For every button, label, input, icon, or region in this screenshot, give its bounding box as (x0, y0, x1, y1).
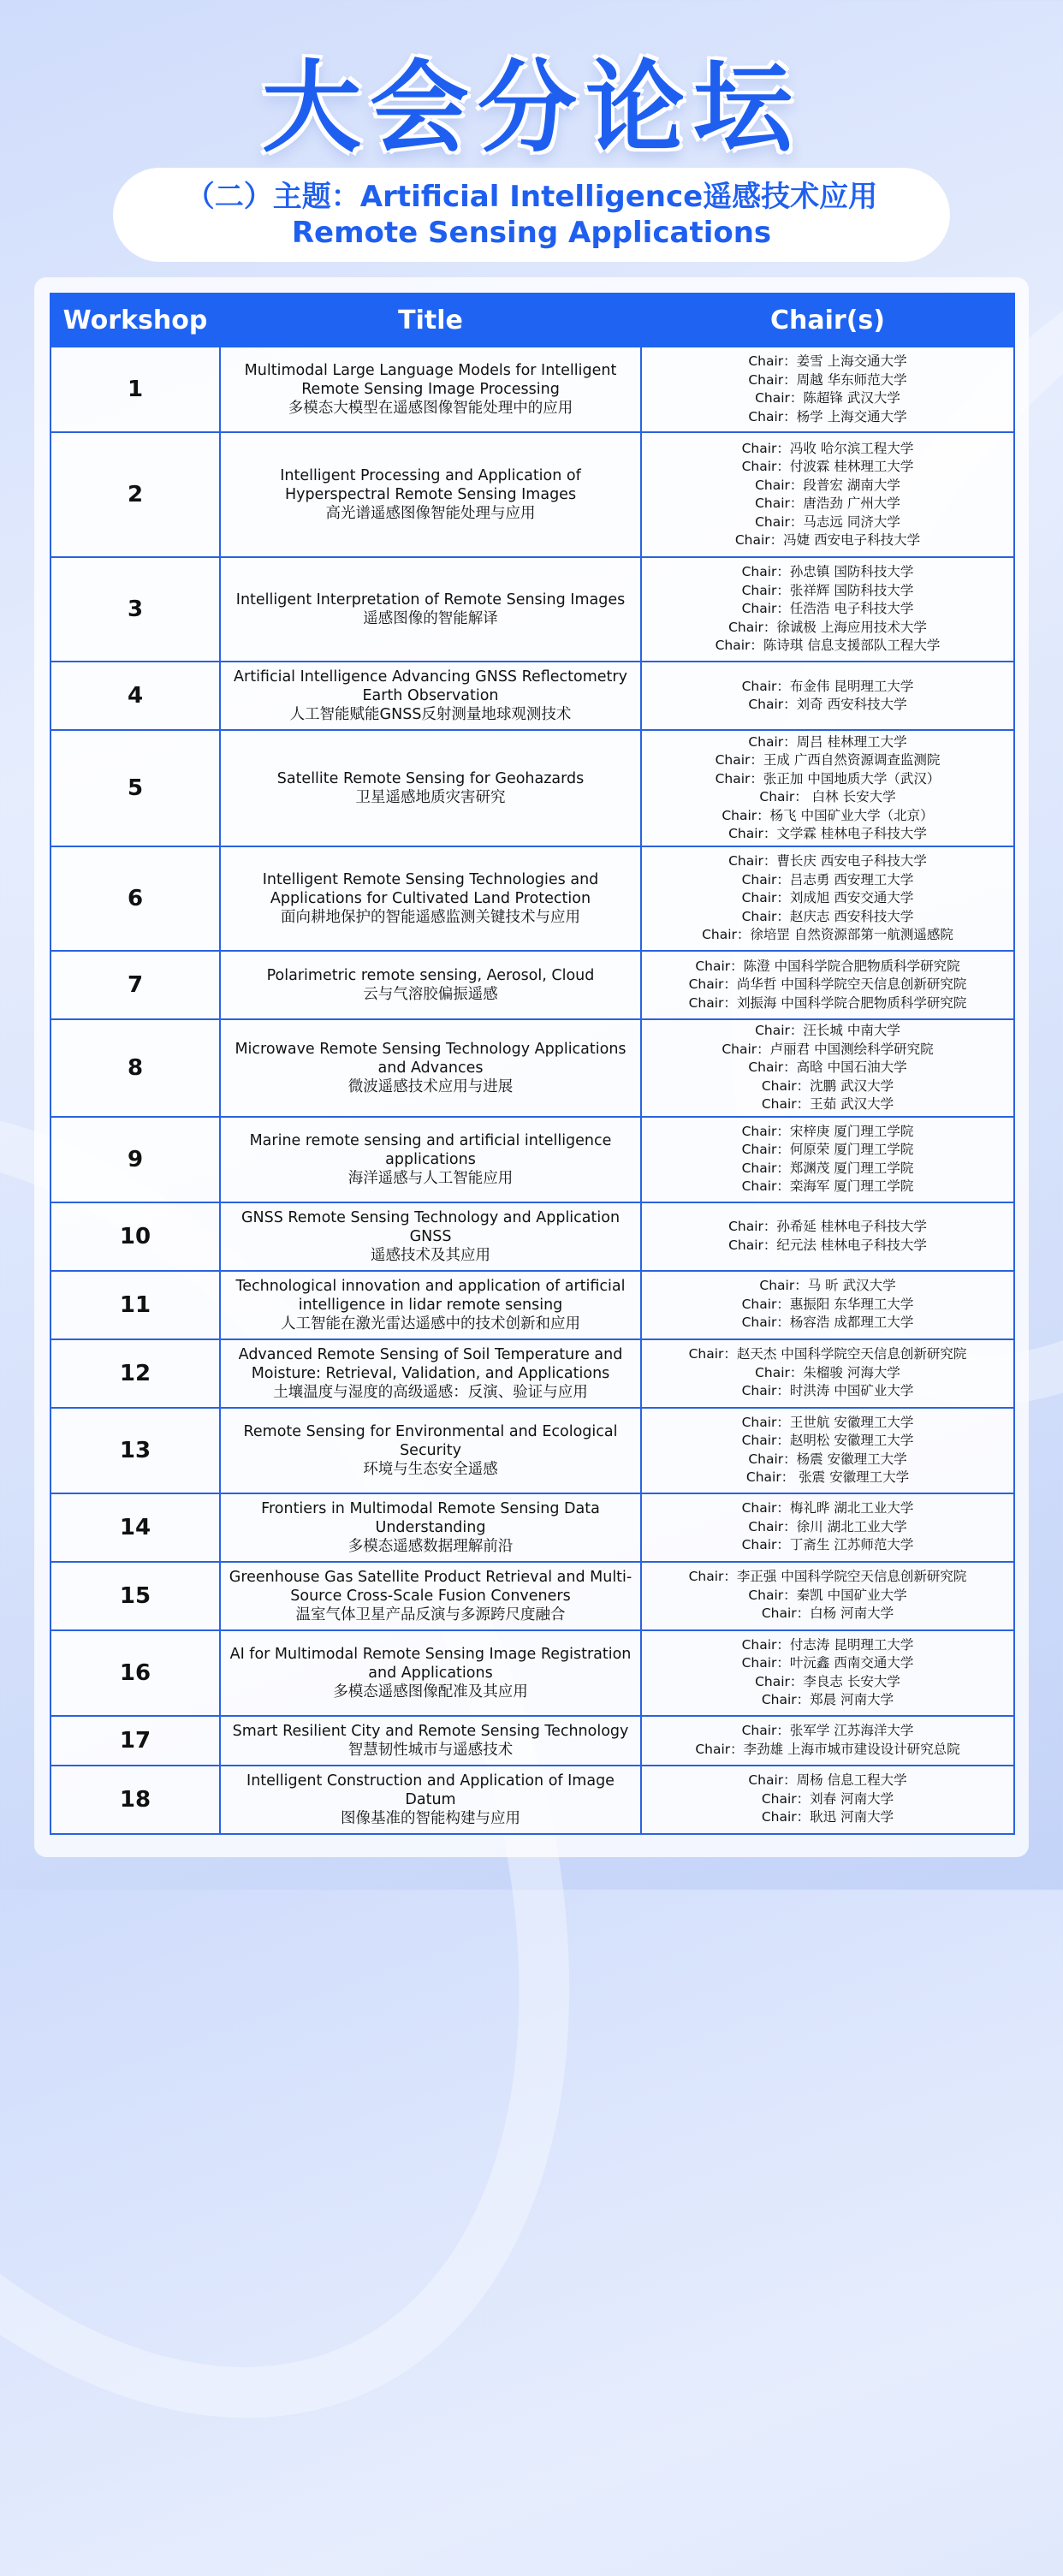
column-header-chairs: Chair(s) (641, 294, 1014, 347)
workshop-title-line: Greenhouse Gas Satellite Product Retrieval and Multi- (229, 1568, 632, 1586)
workshop-title-line: 多模态遥感数据理解前沿 (347, 1537, 514, 1555)
chair-entry: Chair：付志涛 昆明理工大学 (741, 1636, 914, 1653)
chair-entry: Chair：段普宏 湖南大学 (755, 477, 900, 493)
workshop-chairs (641, 347, 1014, 432)
workshop-title (220, 730, 641, 846)
chair-entry: Chair：郑渊茂 厦门理工学院 (741, 1160, 914, 1176)
table-row (50, 1766, 1014, 1834)
chair-entry: Chair：耿迅 河南大学 (761, 1809, 894, 1825)
chair-entry: Chair：周杨 信息工程大学 (748, 1772, 907, 1789)
workshop-title-line: 温室气体卫星产品反演与多源跨尺度融合 (295, 1606, 566, 1623)
workshop-title-line: Technological innovation and application of artificial (235, 1277, 626, 1295)
chair-entry: Chair：李良志 长安大学 (755, 1673, 900, 1689)
chair-entry: Chair：杨飞 中国矿业大学（北京） (722, 807, 934, 823)
workshop-chairs (641, 1562, 1014, 1630)
workshop-title-line: Satellite Remote Sensing for Geohazards (276, 770, 585, 787)
table-row (50, 1202, 1014, 1271)
workshop-title-line: Datum (405, 1790, 456, 1808)
chair-entry: Chair：陈澄 中国科学院合肥物质科学研究院 (695, 958, 960, 974)
workshop-title-line: Security (400, 1441, 461, 1459)
workshop-chairs (641, 662, 1014, 730)
workshop-chairs (641, 846, 1014, 951)
workshop-title-line: 云与气溶胶偏振遥感 (363, 986, 498, 1003)
table-row (50, 432, 1014, 557)
workshop-chairs (641, 730, 1014, 846)
table-row (50, 1271, 1014, 1339)
workshop-number: 12 (50, 1339, 220, 1408)
workshop-number: 10 (50, 1202, 220, 1271)
table-row (50, 1019, 1014, 1117)
chair-entry: Chair：王茹 武汉大学 (761, 1096, 894, 1112)
chair-entry: Chair：冯婕 西安电子科技大学 (734, 532, 921, 548)
workshop-title (220, 347, 641, 432)
workshop-title-line: 多模态遥感图像配准及其应用 (333, 1683, 528, 1701)
workshop-chairs (641, 1117, 1014, 1202)
workshop-chairs (641, 1339, 1014, 1408)
workshop-title-line: AI for Multimodal Remote Sensing Image Registration (229, 1645, 632, 1663)
workshop-title (220, 951, 641, 1019)
chair-entry: Chair：王世航 安徽理工大学 (741, 1414, 914, 1430)
workshop-title-line: 人工智能在激光雷达遥感中的技术创新和应用 (281, 1315, 580, 1333)
workshop-title (220, 432, 641, 557)
column-header-workshop: Workshop (50, 294, 220, 347)
workshop-chairs (641, 1716, 1014, 1766)
workshop-chairs (641, 1019, 1014, 1117)
workshop-number: 8 (50, 1019, 220, 1117)
chair-entry: Chair：郑晨 河南大学 (761, 1692, 894, 1707)
workshop-title-line: Advanced Remote Sensing of Soil Temperature and (238, 1345, 623, 1363)
chair-entry: Chair：刘成旭 西安交通大学 (741, 890, 914, 906)
workshop-title-line: Remote Sensing Image Processing (301, 381, 560, 398)
workshop-number: 13 (50, 1408, 220, 1493)
workshop-title-line: Intelligent Processing and Application of (280, 467, 581, 484)
workshop-title-line: Multimodal Large Language Models for Intelligent (244, 362, 617, 379)
workshop-title-line: 面向耕地保护的智能遥感监测关键技术与应用 (281, 909, 580, 926)
workshop-title-line: and Advances (377, 1059, 484, 1077)
workshop-title-line: Intelligent Remote Sensing Technologies and (262, 871, 599, 888)
chair-entry: Chair：赵庆志 西安科技大学 (741, 908, 914, 924)
workshop-chairs (641, 1202, 1014, 1271)
chair-entry: Chair：周越 华东师范大学 (748, 371, 907, 388)
workshop-chairs (641, 1271, 1014, 1339)
table-row (50, 1716, 1014, 1766)
chair-entry: Chair：周吕 桂林理工大学 (748, 733, 907, 750)
workshop-title-line: Artificial Intelligence Advancing GNSS Reflectometry (234, 668, 627, 686)
chair-entry: Chair：付波霖 桂林理工大学 (741, 459, 914, 474)
workshop-title-line: 土壤温度与湿度的高级遥感：反演、验证与应用 (273, 1383, 588, 1401)
workshop-title (220, 557, 641, 662)
table-row (50, 1117, 1014, 1202)
workshop-title-line: 高光谱遥感图像智能处理与应用 (325, 505, 536, 522)
workshop-title (220, 1766, 641, 1834)
workshop-title-line: 多模态大模型在遥感图像智能处理中的应用 (288, 400, 573, 417)
workshop-chairs (641, 1408, 1014, 1493)
chair-entry: Chair：陈诗琪 信息支援部队工程大学 (715, 638, 941, 654)
chair-entry: Chair：沈鹏 武汉大学 (761, 1077, 894, 1094)
workshop-title-line: Earth Observation (362, 687, 499, 704)
chair-entry: Chair：刘奇 西安科技大学 (748, 697, 907, 712)
workshop-title (220, 1019, 641, 1117)
workshop-title-line: 环境与生态安全遥感 (363, 1460, 498, 1478)
workshop-number: 16 (50, 1630, 220, 1716)
workshop-title-line: Marine remote sensing and artificial intelligence (249, 1131, 612, 1149)
chair-entry: Chair：马 昕 武汉大学 (759, 1278, 896, 1294)
chair-entry: Chair：张军学 江苏海洋大学 (741, 1723, 914, 1738)
subtitle-banner (113, 168, 950, 262)
table-row (50, 730, 1014, 846)
chair-entry: Chair：徐诚极 上海应用技术大学 (728, 619, 927, 635)
workshop-title-line: 人工智能赋能GNSS反射测量地球观测技术 (289, 706, 572, 723)
workshop-title-line: 遥感技术及其应用 (371, 1246, 490, 1264)
chair-entry: Chair：姜雪 上海交通大学 (748, 353, 907, 369)
workshop-title (220, 1630, 641, 1716)
workshop-chairs (641, 557, 1014, 662)
workshop-title (220, 1562, 641, 1630)
table-row (50, 1562, 1014, 1630)
workshop-title-line: and Applications (368, 1664, 493, 1682)
workshop-title-line: Microwave Remote Sensing Technology Applications (235, 1040, 627, 1058)
chair-entry: Chair：吕志勇 西安理工大学 (741, 871, 914, 887)
workshop-number: 9 (50, 1117, 220, 1202)
chair-entry: Chair：刘春 河南大学 (761, 1790, 894, 1807)
workshop-number: 18 (50, 1766, 220, 1834)
chair-entry: Chair：高晗 中国石油大学 (748, 1059, 907, 1075)
workshop-title-line: intelligence in lidar remote sensing (298, 1296, 563, 1314)
chair-entry: Chair：孙希延 桂林电子科技大学 (728, 1219, 927, 1234)
chair-entry: Chair： 白林 长安大学 (759, 789, 896, 804)
chair-entry: Chair：朱榴骏 河海大学 (755, 1364, 900, 1380)
workshop-number: 11 (50, 1271, 220, 1339)
chair-entry: Chair：曹长庆 西安电子科技大学 (728, 853, 927, 870)
chair-entry: Chair：孙忠镇 国防科技大学 (741, 564, 914, 580)
workshop-number: 5 (50, 730, 220, 846)
chair-entry: Chair：张正加 中国地质大学（武汉） (715, 770, 941, 786)
chair-entry: Chair：杨学 上海交通大学 (748, 408, 907, 424)
workshop-chairs (641, 432, 1014, 557)
chair-entry: Chair：布金伟 昆明理工大学 (741, 678, 914, 694)
chair-entry: Chair：丁斋生 江苏师范大学 (741, 1537, 914, 1553)
workshop-chairs (641, 1766, 1014, 1834)
column-header-title: Title (220, 294, 641, 347)
workshop-chairs (641, 951, 1014, 1019)
workshop-title-line: 海洋遥感与人工智能应用 (347, 1169, 514, 1187)
chair-entry: Chair：杨容浩 成都理工大学 (741, 1315, 914, 1331)
workshop-number: 1 (50, 347, 220, 432)
chair-entry: Chair：张祥辉 国防科技大学 (741, 582, 914, 598)
chair-entry: Chair：栾海军 厦门理工学院 (741, 1178, 914, 1194)
workshop-number: 15 (50, 1562, 220, 1630)
chair-entry: Chair：卢丽君 中国测绘科学研究院 (722, 1041, 934, 1057)
table-row (50, 951, 1014, 1019)
chair-entry: Chair：陈超锋 武汉大学 (755, 390, 900, 406)
workshop-title-line: 智慧韧性城市与遥感技术 (347, 1741, 514, 1759)
workshop-title (220, 1117, 641, 1202)
table-row (50, 1493, 1014, 1562)
workshop-title-line: Frontiers in Multimodal Remote Sensing Data (261, 1499, 600, 1517)
subtitle-line-1: （二）主题：Artificial Intelligence遥感技术应用 (185, 180, 878, 214)
chair-entry: Chair：李正强 中国科学院空天信息创新研究院 (688, 1569, 967, 1585)
table-row (50, 1630, 1014, 1716)
workshop-title-line: Polarimetric remote sensing, Aerosol, Cloud (266, 967, 595, 984)
workshop-number: 17 (50, 1716, 220, 1766)
workshop-title-line: 卫星遥感地质灾害研究 (355, 789, 506, 806)
chair-entry: Chair：叶沅鑫 西南交通大学 (741, 1655, 914, 1671)
workshop-title-line: Applications for Cultivated Land Protection (270, 890, 591, 907)
chair-entry: Chair：杨震 安徽理工大学 (748, 1451, 907, 1467)
workshop-title-line: 遥感图像的智能解译 (363, 610, 498, 627)
workshop-number: 7 (50, 951, 220, 1019)
workshop-number: 3 (50, 557, 220, 662)
chair-entry: Chair：何原荣 厦门理工学院 (741, 1142, 914, 1157)
table-row (50, 1408, 1014, 1493)
workshop-title-line: GNSS Remote Sensing Technology and Application (241, 1208, 621, 1226)
workshop-title (220, 1271, 641, 1339)
workshop-chairs (641, 1630, 1014, 1716)
workshop-number: 2 (50, 432, 220, 557)
workshop-title-line: Understanding (375, 1518, 486, 1536)
workshop-title (220, 846, 641, 951)
workshop-title-line: 微波遥感技术应用与进展 (347, 1077, 514, 1095)
table-row (50, 846, 1014, 951)
chair-entry: Chair：时洪涛 中国矿业大学 (741, 1383, 914, 1399)
table-row (50, 1339, 1014, 1408)
workshop-chairs (641, 1493, 1014, 1562)
workshop-title-line: Remote Sensing for Environmental and Ecological (243, 1422, 618, 1440)
chair-entry: Chair：文学霖 桂林电子科技大学 (728, 826, 927, 841)
workshop-number: 14 (50, 1493, 220, 1562)
chair-entry: Chair：梅礼晔 湖北工业大学 (741, 1500, 914, 1517)
workshop-title-line: Intelligent Construction and Application of Image (246, 1772, 615, 1790)
page-title: 大会分论坛 (262, 50, 801, 166)
workshop-title-line: GNSS (409, 1227, 452, 1245)
workshop-title-line: Source Cross-Scale Fusion Conveners (290, 1587, 571, 1605)
workshop-title (220, 1202, 641, 1271)
chair-entry: Chair：赵天杰 中国科学院空天信息创新研究院 (688, 1346, 967, 1362)
chair-entry: Chair：秦凯 中国矿业大学 (748, 1587, 907, 1603)
workshop-table (50, 293, 1015, 1835)
chair-entry: Chair：刘振海 中国科学院合肥物质科学研究院 (688, 994, 967, 1011)
chair-entry: Chair：白杨 河南大学 (761, 1606, 894, 1622)
workshop-title-line: applications (385, 1150, 476, 1168)
chair-entry: Chair：惠振阳 东华理工大学 (741, 1296, 914, 1312)
workshop-title (220, 1339, 641, 1408)
chair-entry: Chair：李劲雄 上海市城市建设设计研究总院 (695, 1741, 960, 1757)
chair-entry: Chair：马志远 同济大学 (755, 513, 900, 530)
chair-entry: Chair： 张震 安徽理工大学 (745, 1469, 910, 1485)
workshop-title-line: Intelligent Interpretation of Remote Sensing Images (235, 591, 626, 608)
workshop-title-line: 图像基准的智能构建与应用 (341, 1809, 520, 1827)
table-row (50, 347, 1014, 432)
workshop-title (220, 1493, 641, 1562)
workshop-title (220, 1716, 641, 1766)
workshop-title-line: Smart Resilient City and Remote Sensing Technology (232, 1722, 629, 1740)
workshop-number: 6 (50, 846, 220, 951)
chair-entry: Chair：赵明松 安徽理工大学 (741, 1433, 914, 1448)
chair-entry: Chair：徐培罡 自然资源部第一航测遥感院 (702, 927, 953, 943)
chair-entry: Chair：徐川 湖北工业大学 (748, 1518, 907, 1534)
table-row (50, 662, 1014, 730)
chair-entry: Chair：唐浩劲 广州大学 (755, 496, 900, 511)
workshop-title-line: Hyperspectral Remote Sensing Images (284, 486, 577, 503)
workshop-title (220, 1408, 641, 1493)
chair-entry: Chair：尚华哲 中国科学院空天信息创新研究院 (688, 976, 967, 993)
chair-entry: Chair：冯收 哈尔滨工程大学 (741, 440, 914, 456)
table-row (50, 557, 1014, 662)
table-header-row (50, 294, 1014, 347)
subtitle-line-2: Remote Sensing Applications (291, 216, 772, 250)
chair-entry: Chair：汪长城 中南大学 (755, 1023, 900, 1038)
workshop-number: 4 (50, 662, 220, 730)
chair-entry: Chair：纪元法 桂林电子科技大学 (728, 1237, 927, 1253)
workshop-title-line: Moisture: Retrieval, Validation, and Applications (251, 1364, 610, 1382)
chair-entry: Chair：王成 广西自然资源调查监测院 (715, 752, 941, 768)
chair-entry: Chair：宋梓庚 厦门理工学院 (741, 1123, 914, 1139)
chair-entry: Chair：任浩浩 电子科技大学 (741, 601, 914, 617)
workshop-title (220, 662, 641, 730)
